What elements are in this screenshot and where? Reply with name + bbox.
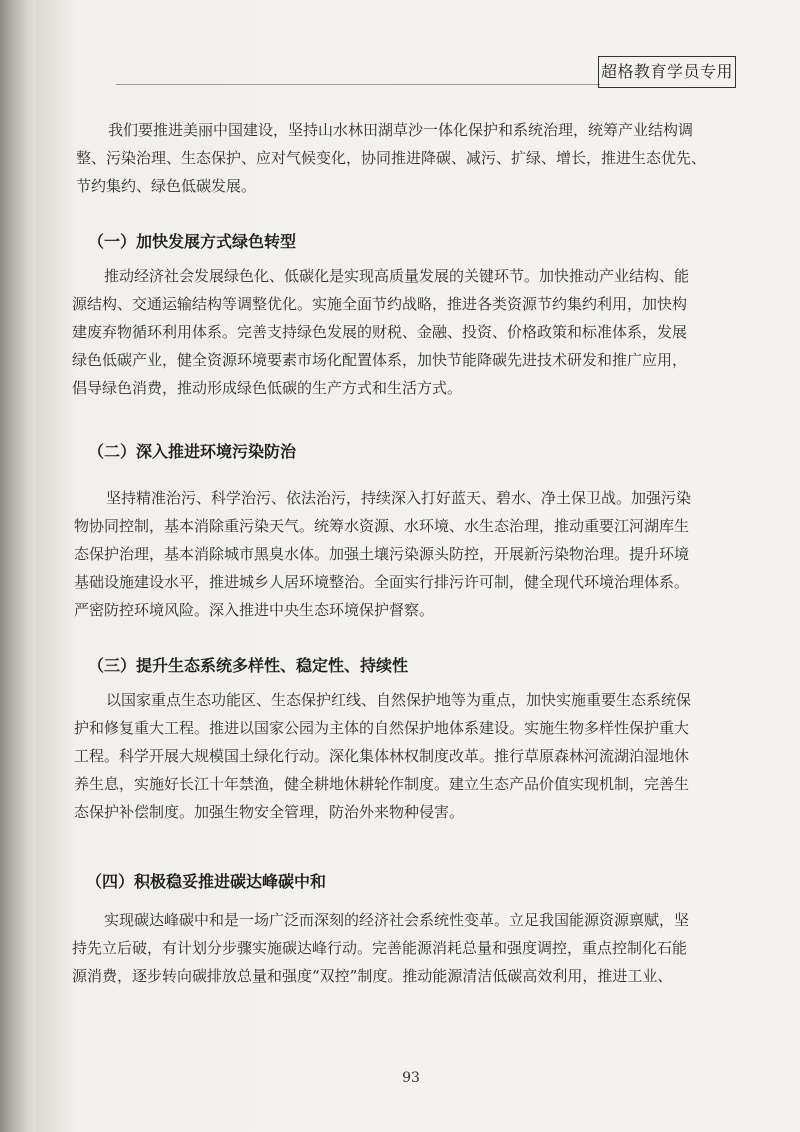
section-heading-1: （一）加快发展方式绿色转型 — [88, 232, 297, 251]
text-line: 护和修复重大工程。推进以国家公园为主体的自然保护地体系建设。实施生物多样性保护重大 — [74, 719, 690, 737]
text-line: 绿色低碳产业，健全资源环境要素市场化配置体系，加快节能降碳先进技术研发和推广应用， — [72, 351, 688, 369]
text-line: 我们要推进美丽中国建设，坚持山水林田湖草沙一体化保护和系统治理，统筹产业结构调 — [108, 121, 694, 139]
text-line: 倡导绿色消费，推动形成绿色低碳的生产方式和生活方式。 — [72, 379, 463, 397]
text-line: 整、污染治理、生态保护、应对气候变化，协同推进降碳、减污、扩绿、增长，推进生态优先、 — [76, 149, 707, 167]
text-line: 物协同控制，基本消除重污染天气。统筹水资源、水环境、水生态治理，推动重要江河湖库生 — [74, 517, 690, 535]
text-line: 以国家重点生态功能区、生态保护红线、自然保护地等为重点，加快实施重要生态系统保 — [106, 691, 692, 709]
text-line: 源消费，逐步转向碳排放总量和强度“双控”制度。推动能源清洁低碳高效利用，推进工业、 — [72, 967, 673, 985]
text-line: 严密防控环境风险。深入推进中央生态环境保护督察。 — [74, 601, 435, 619]
section-4-paragraph — [72, 906, 712, 990]
book-spine-shadow — [0, 0, 40, 1132]
section-heading-2: （二）深入推进环境污染防治 — [88, 442, 297, 461]
text-line: 态保护补偿制度。加强生物安全管理，防治外来物种侵害。 — [74, 803, 465, 821]
header-rule — [116, 84, 600, 85]
intro-paragraph — [76, 116, 716, 200]
text-line: 基础设施建设水平，推进城乡人居环境整治。全面实行排污许可制，健全现代环境治理体系。 — [74, 573, 690, 591]
section-heading-4: （四）积极稳妥推进碳达峰碳中和 — [86, 872, 327, 891]
text-line: 持先立后破，有计划分步骤实施碳达峰行动。完善能源消耗总量和强度调控，重点控制化石能 — [72, 939, 688, 957]
text-line: 推动经济社会发展绿色化、低碳化是实现高质量发展的关键环节。加快推动产业结构、能 — [104, 267, 690, 285]
section-1-paragraph — [72, 262, 712, 402]
text-line: 节约集约、绿色低碳发展。 — [76, 177, 257, 195]
header-stamp: 超格教育学员专用 — [598, 56, 736, 88]
page-number: 93 — [402, 1070, 420, 1086]
section-3-paragraph — [74, 686, 714, 826]
text-line: 工程。科学开展大规模国土绿化行动。深化集体林权制度改革。推行草原森林河流湖泊湿地休 — [74, 747, 690, 765]
text-line: 养生息，实施好长江十年禁渔，健全耕地休耕轮作制度。建立生态产品价值实现机制，完善生 — [74, 775, 690, 793]
text-line: 源结构、交通运输结构等调整优化。实施全面节约战略，推进各类资源节约集约利用，加快构 — [72, 295, 688, 313]
text-line: 实现碳达峰碳中和是一场广泛而深刻的经济社会系统性变革。立足我国能源资源禀赋，坚 — [104, 911, 690, 929]
document-page — [36, 0, 800, 1132]
text-line: 建废弃物循环利用体系。完善支持绿色发展的财税、金融、投资、价格政策和标准体系，发展 — [72, 323, 688, 341]
section-2-paragraph — [74, 484, 714, 624]
section-heading-3: （三）提升生态系统多样性、稳定性、持续性 — [88, 656, 409, 675]
text-line: 态保护治理，基本消除城市黑臭水体。加强土壤污染源头防控，开展新污染物治理。提升环境 — [74, 545, 690, 563]
text-line: 坚持精准治污、科学治污、依法治污，持续深入打好蓝天、碧水、净土保卫战。加强污染 — [106, 489, 692, 507]
